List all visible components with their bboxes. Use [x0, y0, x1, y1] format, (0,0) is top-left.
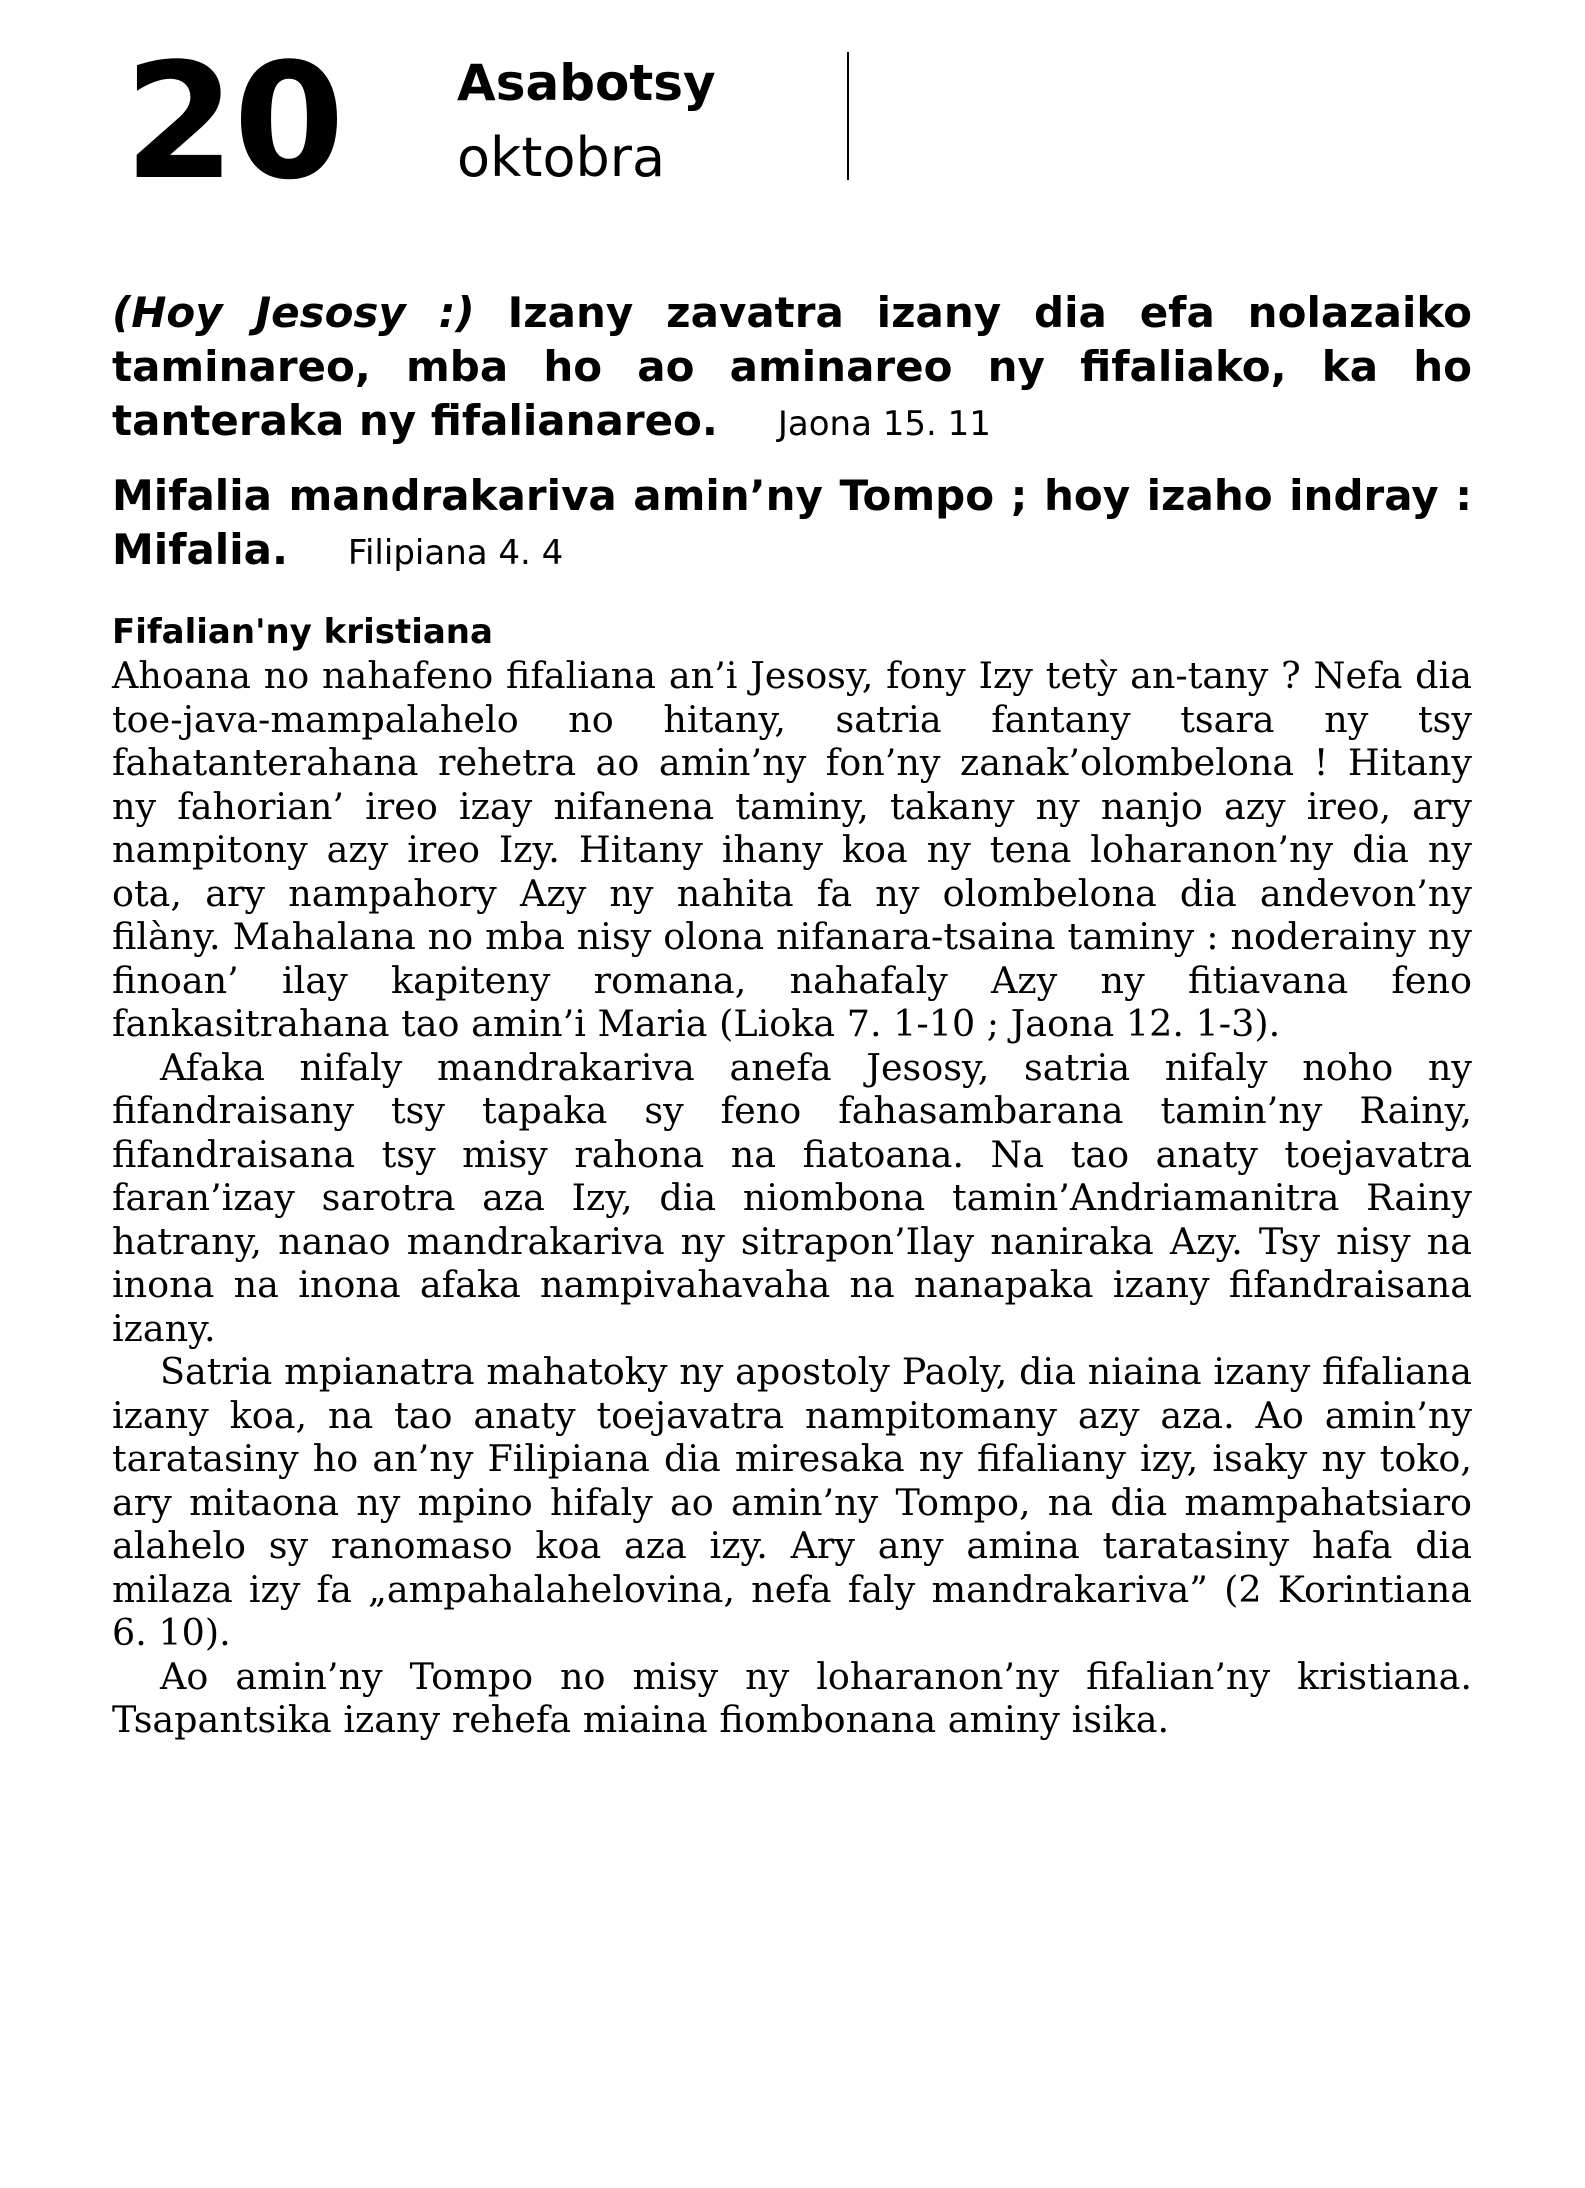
paragraph: Ao amin’ny Tompo no misy ny loharanon’ny fifalian’ny kristiana. Tsapantsika izany rehefa miaina fiombonana aminy isika.: [112, 1654, 1472, 1741]
meditation-body: [112, 654, 1472, 1742]
verse-text: Izany zavatra izany dia efa nolazaiko taminareo, mba ho ao aminareo ny fifaliako, ka ho tanteraka ny fifalianareo.: [112, 288, 1473, 445]
verse-reference: Filipiana 4. 4: [347, 533, 564, 573]
devotional-page: [112, 28, 1473, 1742]
verse-text: Mifalia mandrakariva amin’ny Tompo ; hoy izaho indray : Mifalia.: [112, 471, 1472, 574]
month: oktobra: [457, 126, 666, 189]
weekday: Asabotsy: [457, 54, 716, 112]
verse-secondary: [112, 469, 1472, 580]
header-divider: [847, 52, 849, 180]
date-header: [112, 28, 1472, 215]
section-title: Fifalian'ny kristiana: [112, 612, 493, 652]
verse-speaker: (Hoy Jesosy :): [112, 288, 475, 337]
verse-reference: Jaona 15. 11: [777, 404, 991, 444]
verse-primary: [112, 286, 1472, 451]
paragraph: Afaka nifaly mandrakariva anefa Jesosy, satria nifaly noho ny fifandraisany tsy tapaka sy feno fahasambarana tamin’ny Rainy, fifandraisana tsy misy rahona na fiatoana. Na tao anaty toejavatra faran’izay sarotra aza Izy, dia niombona tamin’Andriamanitra Rainy hatrany, nanao mandrakariva ny sitrapon’Ilay naniraka Azy. Tsy nisy na inona na inona afaka nampivahavaha na nanapaka izany fifandraisana izany.: [112, 1045, 1472, 1350]
paragraph: Satria mpianatra mahatoky ny apostoly Paoly, dia niaina izany fifaliana izany koa, na tao anaty toejavatra nampitomany azy aza. Ao amin’ny taratasiny ho an’ny Filipiana dia miresaka ny fifaliany izy, isaky ny toko, ary mitaona ny mpino hifaly ao amin’ny Tompo, na dia mampahatsiaro alahelo sy ranomaso koa aza izy. Ary any amina taratasiny hafa dia milaza izy fa „ampahalahelovina, nefa faly mandrakariva” (2 Korintiana 6. 10).: [112, 1350, 1472, 1654]
day-number: 20: [124, 28, 343, 215]
paragraph: Ahoana no nahafeno fifaliana an’i Jesosy, fony Izy tetỳ an-tany ? Nefa dia toe-java-mampalahelo no hitany, satria fantany tsara ny tsy fahatanterahana rehetra ao amin’ny fon’ny zanak’olombelona ! Hitany ny fahorian’ ireo izay nifanena taminy, takany ny nanjo azy ireo, ary nampitony azy ireo Izy. Hitany ihany koa ny tena loharanon’ny dia ny ota, ary nampahory Azy ny nahita fa ny olombelona dia andevon’ny filàny. Mahalana no mba nisy olona nifanara-tsaina taminy : noderainy ny finoan’ ilay kapiteny romana, nahafaly Azy ny fitiavana feno fankasitrahana tao amin’i Maria (Lioka 7. 1-10 ; Jaona 12. 1-3).: [112, 654, 1472, 1045]
